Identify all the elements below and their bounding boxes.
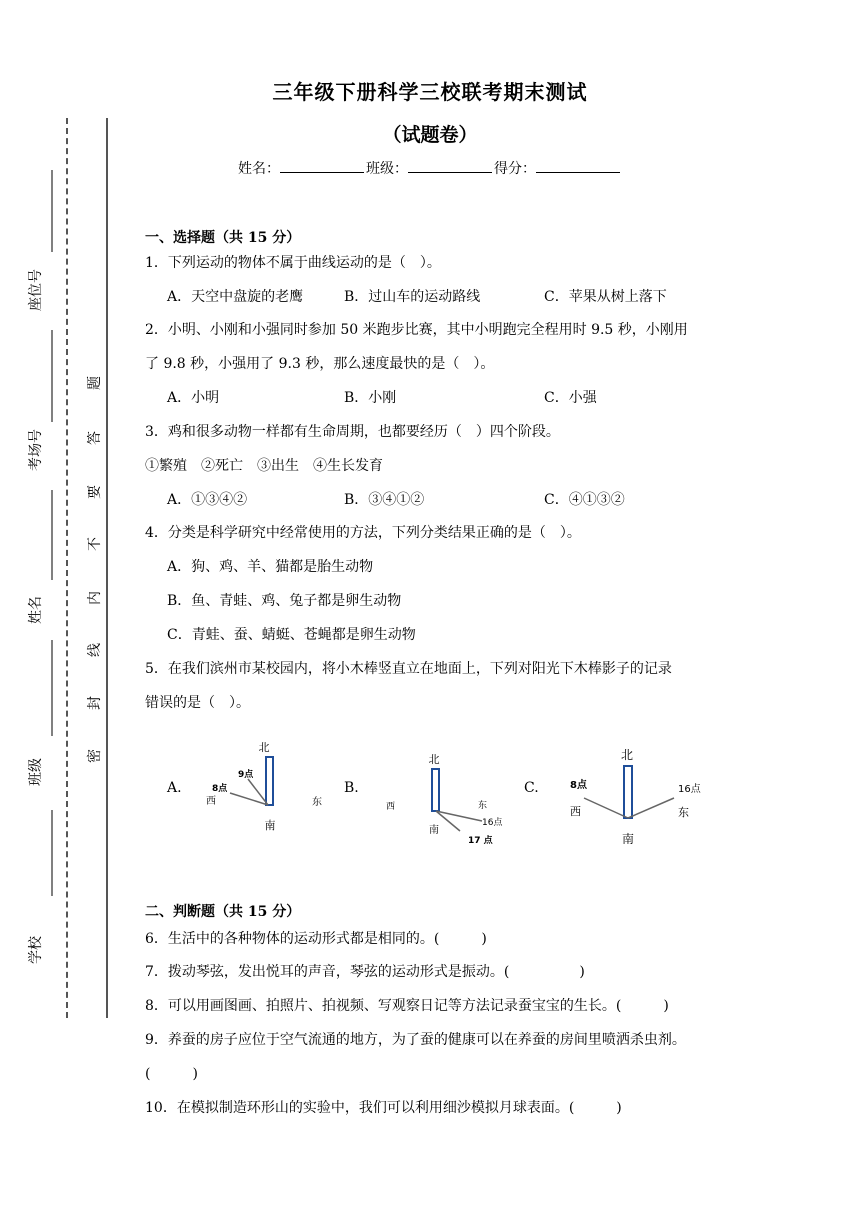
seal-char: 不: [87, 537, 103, 551]
diagram-a-label-9: 9点: [238, 770, 254, 780]
question-2-stem-line1: 2．小明、小刚和小强同时参加 50 米跑步比赛，其中小明跑完全程用时 9.5 秒，小刚用: [145, 322, 688, 338]
question-2-stem-line2: 了 9.8 秒，小强用了 9.3 秒，那么速度最快的是（ ）。: [145, 356, 495, 372]
question-5-option-b[interactable]: B.: [344, 780, 359, 796]
question-10: 10．在模拟制造环形山的实验中，我们可以利用细沙模拟月球表面。( ): [145, 1100, 622, 1116]
question-7: 7．拨动琴弦，发出悦耳的声音，琴弦的运动形式是振动。( ): [145, 964, 585, 980]
diagram-b-label-17: 17 点: [468, 836, 493, 846]
diagram-c-west: 西: [570, 805, 581, 818]
question-5-stem-line1: 5．在我们滨州市某校园内，将小木棒竖直立在地面上，下列对阳光下木棒影子的记录: [145, 661, 672, 677]
question-2-option-b[interactable]: B．小刚: [344, 390, 397, 406]
field-name: 姓名: [28, 596, 44, 624]
field-class: 班级: [28, 758, 44, 786]
diagram-c-stick: [624, 766, 632, 818]
diagram-a-stick: [266, 757, 273, 805]
diagram-c-label-16: 16点: [678, 784, 701, 795]
question-1-stem: 1．下列运动的物体不属于曲线运动的是（ ）。: [145, 255, 441, 271]
diagram-a-north: 北: [258, 741, 270, 754]
question-5-option-a[interactable]: A.: [167, 780, 182, 796]
diagram-c-east: 东: [678, 806, 689, 819]
class-blank[interactable]: [408, 158, 492, 173]
binding-fields: [18, 160, 58, 990]
diagram-b-label-16: 16点: [482, 818, 503, 828]
diagram-a-label-8: 8点: [212, 784, 228, 794]
seal-char: 答: [87, 431, 103, 445]
score-blank[interactable]: [536, 158, 620, 173]
question-4-stem: 4．分类是科学研究中经常使用的方法，下列分类结果正确的是（ ）。: [145, 525, 581, 541]
question-3-option-c[interactable]: C．④①③②: [544, 492, 625, 508]
question-9-line2: ( ): [145, 1066, 198, 1082]
shadow-diagram-a: [190, 735, 340, 845]
diagram-c-north: 北: [620, 748, 634, 762]
field-room: 考场号: [28, 429, 44, 471]
dashed-cut-line: [66, 118, 68, 1018]
diagram-b-stick: [432, 769, 439, 811]
diagram-a-south: 南: [264, 819, 276, 832]
section-heading-choice: 一、选择题（共 15 分）: [145, 230, 301, 246]
diagram-b-east: 东: [478, 801, 488, 811]
question-4-option-a[interactable]: A．狗、鸡、羊、猫都是胎生动物: [167, 559, 374, 575]
question-1-option-a[interactable]: A．天空中盘旋的老鹰: [167, 289, 304, 305]
class-label: 班级：: [366, 161, 408, 177]
page-subtitle: （试题卷）: [382, 124, 478, 146]
diagram-b-west: 西: [386, 802, 396, 812]
page-title: 三年级下册科学三校联考期末测试: [272, 80, 588, 104]
student-info-line: [0, 158, 860, 178]
seal-char: 要: [87, 485, 103, 499]
name-blank[interactable]: [280, 158, 364, 173]
seal-char: 封: [87, 696, 103, 710]
diagram-a-west: 西: [206, 796, 216, 807]
question-3-option-b[interactable]: B．③④①②: [344, 492, 425, 508]
question-2-option-c[interactable]: C．小强: [544, 390, 597, 406]
section-heading-judge: 二、判断题（共 15 分）: [145, 904, 301, 920]
seal-char: 内: [87, 591, 103, 605]
solid-binding-line: [106, 118, 108, 1018]
diagram-b-south: 南: [429, 825, 439, 836]
field-school: 学校: [28, 936, 44, 964]
question-3-items: ①繁殖 ②死亡 ③出生 ④生长发育: [145, 458, 383, 474]
field-seat: 座位号: [28, 269, 44, 311]
diagram-c-label-8: 8点: [570, 780, 587, 791]
shadow-diagram-b: [378, 745, 528, 855]
diagram-a-east: 东: [312, 797, 322, 808]
question-4-option-b[interactable]: B．鱼、青蛙、鸡、兔子都是卵生动物: [167, 593, 402, 609]
question-2-option-a[interactable]: A．小明: [167, 390, 220, 406]
question-1-option-c[interactable]: C．苹果从树上落下: [544, 289, 667, 305]
seal-char: 密: [87, 749, 103, 763]
question-3-stem: 3．鸡和很多动物一样都有生命周期，也都要经历（ ）四个阶段。: [145, 424, 560, 440]
question-8: 8．可以用画图画、拍照片、拍视频、写观察日记等方法记录蚕宝宝的生长。( ): [145, 998, 669, 1014]
diagram-c-shadow-16: [628, 798, 674, 818]
question-3-option-a[interactable]: A．①③④②: [167, 492, 248, 508]
diagram-c-shadow-8: [584, 798, 628, 818]
diagram-a-shadow-8: [230, 793, 268, 805]
diagram-b-north: 北: [428, 753, 440, 766]
question-5-option-c[interactable]: C.: [524, 780, 539, 796]
question-9-line1: 9．养蚕的房子应位于空气流通的地方，为了蚕的健康可以在养蚕的房间里喷洒杀虫剂。: [145, 1032, 686, 1048]
name-label: 姓名：: [238, 161, 280, 177]
diagram-c-south: 南: [621, 832, 635, 846]
question-4-option-c[interactable]: C．青蛙、蚕、蜻蜓、苍蝇都是卵生动物: [167, 627, 416, 643]
seal-char: 线: [87, 643, 103, 657]
question-6: 6．生活中的各种物体的运动形式都是相同的。( ): [145, 931, 487, 947]
shadow-diagram-c: [560, 742, 720, 852]
question-1-option-b[interactable]: B．过山车的运动路线: [344, 289, 481, 305]
seal-char: 题: [87, 376, 103, 390]
score-label: 得分：: [494, 161, 536, 177]
question-5-stem-line2: 错误的是（ ）。: [145, 695, 250, 711]
